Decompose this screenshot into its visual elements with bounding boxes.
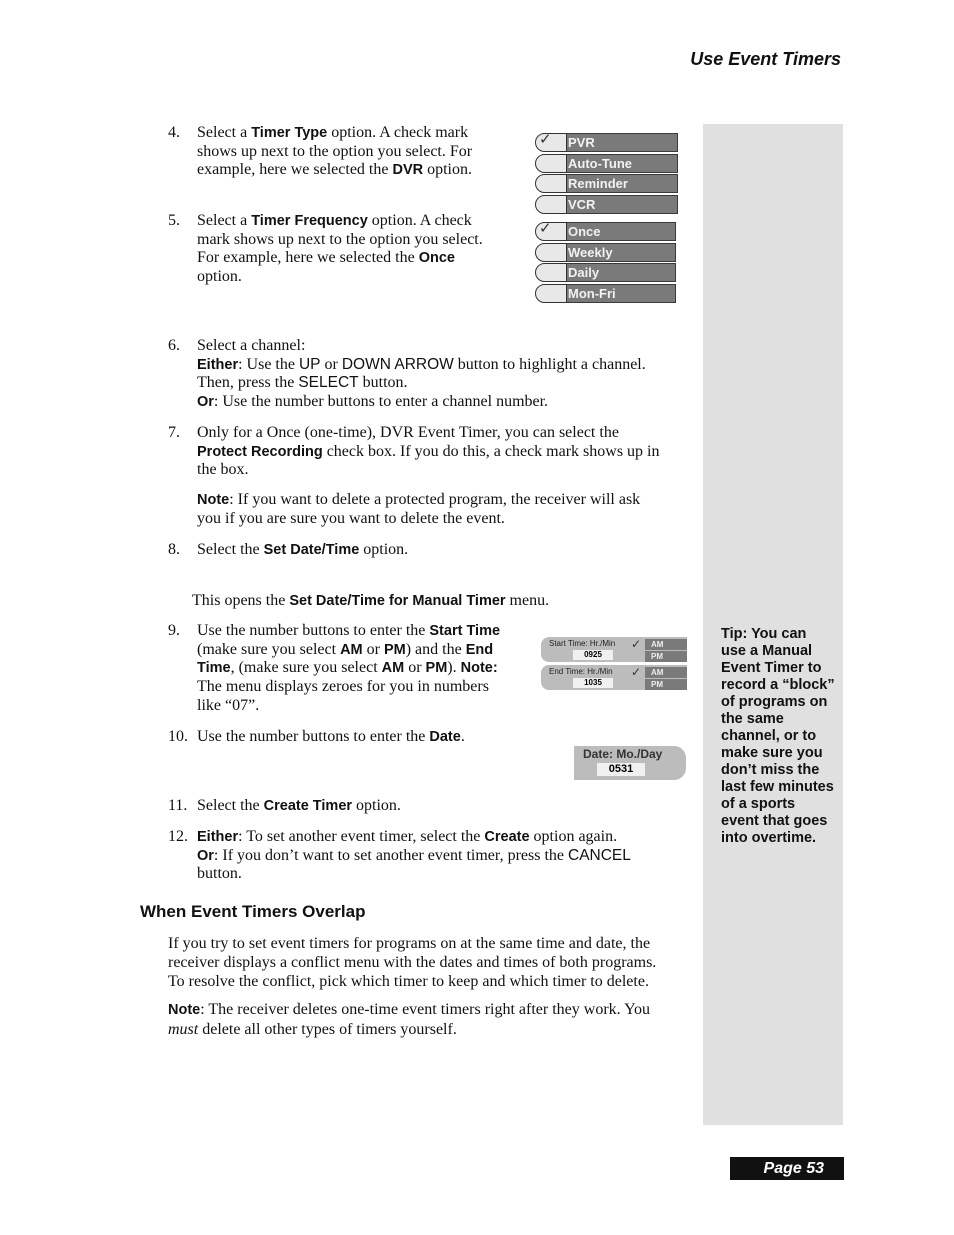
menu-item-auto-tune: Auto-Tune	[561, 154, 678, 173]
menu-item-mon-fri: Mon-Fri	[561, 284, 676, 303]
step-number: 5.	[168, 212, 180, 229]
check-mark-icon: ✓	[539, 220, 552, 237]
menu-item-reminder: Reminder	[561, 174, 678, 193]
end-time-panel: End Time: Hr./Min ✓ 1035 AM PM	[541, 665, 687, 690]
step-number: 9.	[168, 622, 180, 639]
timer-frequency-menu	[534, 222, 676, 305]
step-number: 8.	[168, 541, 180, 558]
radio-circle	[535, 154, 567, 173]
menu-item-once: ✓ Once	[561, 222, 676, 241]
menu-item-vcr: VCR	[561, 195, 678, 214]
timer-type-menu	[534, 133, 678, 216]
step-number: 10.	[168, 728, 188, 745]
overlap-note: Note: The receiver deletes one-time event timers right after they work. You must delete all other types of timers yourself.	[168, 1001, 651, 1038]
step-number: 6.	[168, 337, 180, 354]
start-time-panel: Start Time: Hr./Min ✓ 0925 AM PM	[541, 637, 687, 662]
check-mark-icon: ✓	[631, 637, 642, 651]
menu-item-daily: Daily	[561, 263, 676, 282]
radio-circle	[535, 174, 567, 193]
menu-item-weekly: Weekly	[561, 243, 676, 262]
section-heading: When Event Timers Overlap	[140, 902, 366, 921]
page-header-title: Use Event Timers	[690, 49, 841, 69]
page-number: Page 53	[730, 1157, 844, 1180]
radio-circle	[535, 243, 567, 262]
tip-text: Tip: You can use a Manual Event Timer to record a “block” of programs on the same channel, or to make sure you don’t miss the last few minutes of a sports event that goes into overtime.	[721, 626, 835, 846]
check-mark-icon: ✓	[539, 131, 552, 148]
step-number: 11.	[168, 797, 188, 814]
step-number: 4.	[168, 124, 180, 141]
overlap-paragraph: If you try to set event timers for programs on at the same time and date, the receiver displays a conflict menu with the dates and times of both programs. To resolve the conflict, pick which timer to keep and which timer to delete.	[168, 935, 657, 990]
opens-menu-note: This opens the Set Date/Time for Manual Timer menu.	[192, 592, 550, 609]
check-mark-icon: ✓	[631, 665, 642, 679]
menu-item-pvr: ✓ PVR	[561, 133, 678, 152]
tip-sidebar	[703, 124, 843, 1125]
date-panel: Date: Mo./Day 0531	[574, 746, 686, 780]
radio-circle	[535, 195, 567, 214]
radio-circle	[535, 284, 567, 303]
step-number: 7.	[168, 424, 180, 441]
step-number: 12.	[168, 828, 188, 845]
radio-circle	[535, 263, 567, 282]
